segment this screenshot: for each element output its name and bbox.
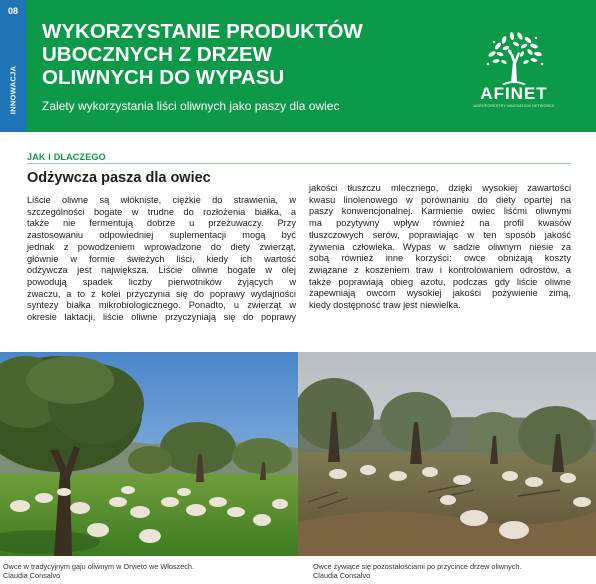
text-column-right	[309, 183, 571, 312]
caption-text: Owce żywiące się pozostałościami po przycince drzew oliwnych.	[313, 562, 522, 571]
caption-credit: Claudia Consalvo	[3, 570, 61, 580]
logo-tagline: AGROFORESTRY INNOVATION NETWORKS	[473, 104, 555, 108]
photo-sheep-pruning-residues	[298, 352, 596, 556]
text-line: Liście oliwne są włókniste, ciężkie do strawienia, w	[27, 195, 296, 205]
text-line: szczególności bogate w trudne do rozłożenia białka, a	[27, 206, 296, 217]
text-line: głównie w formie świeżych liści, kiedy ich wartość	[27, 253, 296, 264]
text-line: także poprawiają obieg azotu, podczas gdy liście oliwne	[309, 276, 571, 287]
text-line: żwaczu, a to z kolei przyczynia się do poprawy wydajności	[27, 288, 296, 299]
logo-name: AFINET	[480, 84, 548, 103]
page-title	[42, 20, 422, 89]
text-column-left	[27, 195, 296, 324]
photo-sheep-olive-grove	[0, 352, 298, 556]
section-eyebrow: JAK I DLACZEGO	[27, 152, 106, 162]
text-line: zastosowaniu odpowiedniej suplementacji mogą być	[27, 230, 296, 241]
page-number: 08	[7, 6, 18, 16]
photo-caption	[313, 563, 521, 580]
divider	[27, 163, 571, 164]
text-line: związane z koszeniem traw i kontrolowaniem odrostów, a	[309, 264, 571, 275]
title-line: UBOCZNYCH Z DRZEW	[42, 43, 273, 66]
text-line: paszy konwencjonalnej. Karmienie owiec liśćmi oliwnymi	[309, 206, 571, 217]
text-line: także nie fermentują dobrze u przeżuwaczy. Przy	[27, 218, 296, 229]
text-line: ma pozytywny wpływ również na profil kwasów	[309, 218, 571, 229]
text-line: jednak z powodzeniem wprowadzone do diety zwierząt,	[27, 241, 296, 252]
text-line: syntezy białka mikrobiologicznego. Ponadto, u zwierząt w	[27, 300, 296, 311]
text-line: kwasu linolenowego w porównaniu do diety opartej na	[309, 194, 571, 205]
title-line: WYKORZYSTANIE PRODUKTÓW	[42, 20, 363, 43]
text-line: okresie laktacji, liście oliwne przyczyniają się do poprawy	[27, 312, 296, 323]
text-line: jakości tłuszczu mlecznego, dzięki wysokiej zawartości	[309, 183, 571, 193]
text-line: żywienia człowieka. Wypas w sadzie oliwnym niesie za	[309, 241, 571, 252]
text-line: odżywcza jest największa. Liście oliwne bogate w olej	[27, 265, 296, 276]
text-line: zapewniają owcom wysokiej jakości pożywienie zimą,	[309, 288, 571, 299]
caption-text: Owce w tradycyjnym gaju oliwnym w Orvieto we Włoszech.	[3, 562, 194, 571]
section-tab	[0, 0, 26, 132]
text-line: powodują spadek liczby pierwotników żyjących w	[27, 276, 296, 287]
page-subtitle: Zalety wykorzystania liści oliwnych jako paszy dla owiec	[42, 99, 340, 113]
article-heading: Odżywcza pasza dla owiec	[27, 170, 211, 186]
section-label: INNOWACJA	[8, 65, 18, 115]
photo-caption	[3, 563, 194, 580]
text-line: tłuszczowych serów, poprawiając w ten sposób jakość	[309, 229, 571, 240]
text-line: kiedy dostępność traw jest niewielka.	[309, 300, 461, 311]
title-line: OLIWNYCH DO WYPASU	[42, 66, 285, 89]
caption-credit: Claudia Consalvo	[313, 570, 371, 580]
text-line: sobą również inne korzyści: owce obniżają koszty	[309, 253, 571, 264]
